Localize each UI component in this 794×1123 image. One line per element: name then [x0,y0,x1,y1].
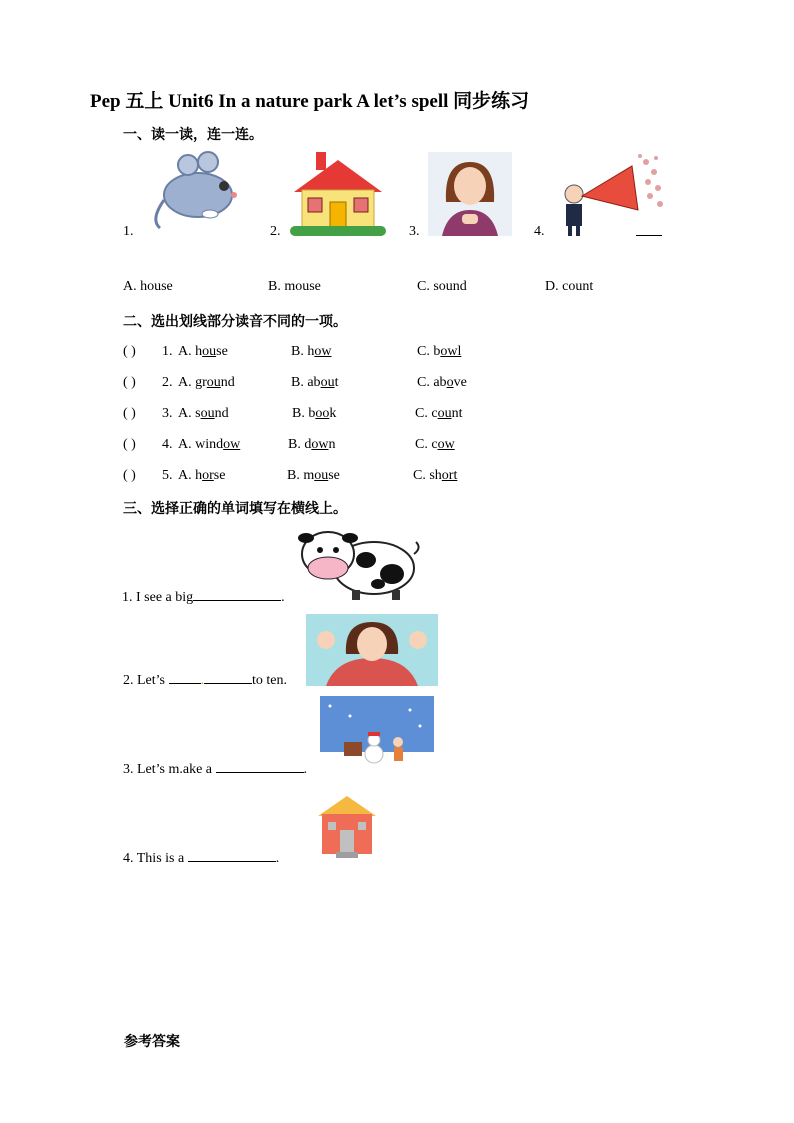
page-title: Pep 五上 Unit6 In a nature park A let’s spell 同步练习 [90,91,530,112]
answer-paren[interactable]: ( ) [123,344,136,359]
brick-house-image [318,794,376,858]
q2-suffix: to ten. [252,673,287,688]
q1-text [122,588,285,606]
option-d: D. count [545,279,594,294]
option-a: A. house [123,279,173,294]
option-c-word: C. above [417,375,467,390]
answer-paren[interactable]: ( ) [123,437,136,452]
q2-text [123,671,287,689]
option-c: C. sound [417,279,467,294]
answer-paren[interactable]: ( ) [123,406,136,421]
option-a-word: A. ground [178,375,235,390]
option-b-word: B. how [291,344,332,359]
option-a-word: A. house [178,344,228,359]
q2-prefix: 2. Let’s [123,673,169,688]
q3-text [123,760,307,778]
house-image [290,152,386,236]
question-number: 4. [162,437,173,452]
part1-heading: 一、读一读，连一连。 [123,127,263,143]
part1-number-1: 1. [123,224,134,239]
q1-blank[interactable] [193,588,281,601]
q3-period: . [303,762,308,777]
part1-number-4: 4. [534,224,545,239]
q3-blank[interactable] [216,760,304,773]
option-c-word: C. count [415,406,463,421]
answer-paren[interactable]: ( ) [123,375,136,390]
megaphone-image [556,148,668,238]
option-c-word: C. bowl [417,344,462,359]
q2-blank-1[interactable] [169,671,201,684]
cow-image [296,524,424,602]
snowman-image [320,696,434,774]
answer-paren[interactable]: ( ) [123,468,136,483]
question-number: 5. [162,468,173,483]
option-b: B. mouse [268,279,321,294]
q4-blank[interactable] [188,849,276,862]
option-c-word: C. short [413,468,458,483]
question-number: 2. [162,375,173,390]
q2-blank-2[interactable] [204,671,252,684]
q1-prefix: 1. I see a big [122,590,194,605]
option-a-word: A. sound [178,406,229,421]
answer-heading: 参考答案 [124,1034,180,1050]
girl-image [428,152,512,236]
mouse-image [150,150,240,230]
q3-prefix: 3. Let’s m.ake a [123,762,216,777]
option-b-word: B. about [291,375,339,390]
option-a-word: A. window [178,437,241,452]
part3-heading: 三、选择正确的单词填写在横线上。 [123,501,347,517]
option-b-word: B. down [288,437,336,452]
question-number: 1. [162,344,173,359]
q4-period: . [275,851,280,866]
option-c-word: C. cow [415,437,455,452]
part1-number-2: 2. [270,224,281,239]
question-number: 3. [162,406,173,421]
part1-line [636,235,662,236]
q2-dot: . [200,673,204,688]
part1-number-3: 3. [409,224,420,239]
waving-girl-image [306,614,438,686]
part2-heading: 二、选出划线部分读音不同的一项。 [123,314,347,330]
option-b-word: B. mouse [287,468,340,483]
q1-period: . [281,590,285,605]
option-b-word: B. book [292,406,337,421]
q4-text [123,849,279,867]
q4-prefix: 4. This is a [123,851,188,866]
option-a-word: A. horse [178,468,226,483]
